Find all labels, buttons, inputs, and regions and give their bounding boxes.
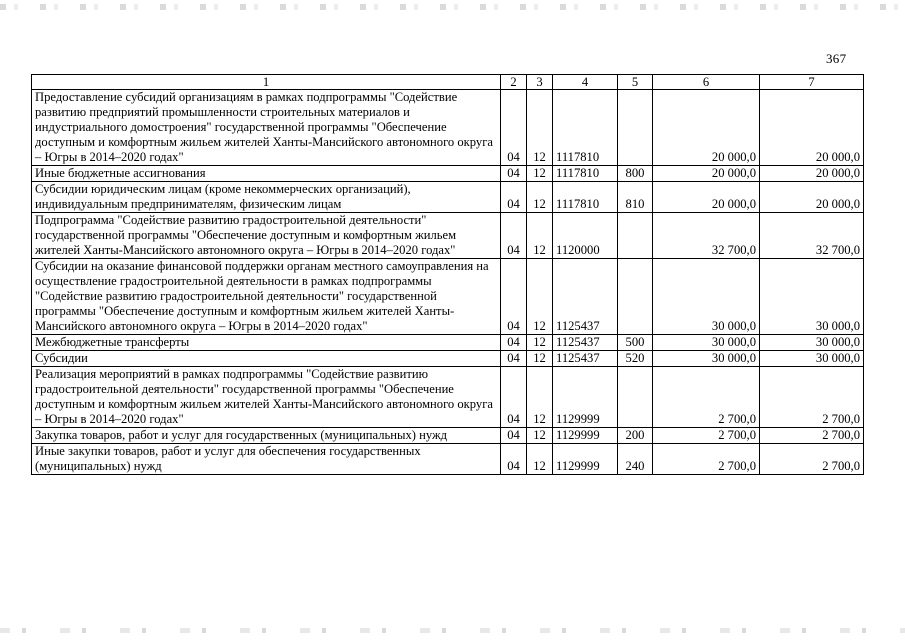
- cell-subsection: 12: [527, 259, 553, 335]
- cell-section: 04: [501, 428, 527, 444]
- row-name: Иные закупки товаров, работ и услуг для обеспечения государственных (муниципальных) нужд: [32, 444, 501, 475]
- table-row: [32, 213, 864, 259]
- table-row: [32, 428, 864, 444]
- cell-target-code: 1117810: [553, 90, 618, 166]
- table-row: [32, 335, 864, 351]
- cell-expense-type: [618, 259, 653, 335]
- cell-amount-1: 20 000,0: [653, 166, 760, 182]
- row-name: Субсидии юридическим лицам (кроме некоммерческих организаций), индивидуальным предпринимателям, физическим лицам: [32, 182, 501, 213]
- cell-target-code: 1120000: [553, 213, 618, 259]
- scan-artifact-top: [0, 4, 905, 10]
- cell-amount-2: 20 000,0: [760, 166, 864, 182]
- cell-target-code: 1125437: [553, 259, 618, 335]
- table-row: [32, 351, 864, 367]
- table-row: [32, 90, 864, 166]
- cell-subsection: 12: [527, 213, 553, 259]
- cell-subsection: 12: [527, 166, 553, 182]
- cell-amount-1: 20 000,0: [653, 90, 760, 166]
- row-name: Иные бюджетные ассигнования: [32, 166, 501, 182]
- cell-section: 04: [501, 90, 527, 166]
- cell-amount-2: 2 700,0: [760, 367, 864, 428]
- cell-section: 04: [501, 335, 527, 351]
- row-name: Субсидии: [32, 351, 501, 367]
- cell-subsection: 12: [527, 428, 553, 444]
- column-header: 2: [501, 75, 527, 90]
- column-header: 4: [553, 75, 618, 90]
- cell-amount-2: 30 000,0: [760, 351, 864, 367]
- cell-target-code: 1125437: [553, 351, 618, 367]
- cell-amount-1: 2 700,0: [653, 428, 760, 444]
- cell-amount-2: 20 000,0: [760, 182, 864, 213]
- cell-target-code: 1129999: [553, 367, 618, 428]
- row-name: Закупка товаров, работ и услуг для государственных (муниципальных) нужд: [32, 428, 501, 444]
- cell-section: 04: [501, 182, 527, 213]
- cell-amount-1: 32 700,0: [653, 213, 760, 259]
- cell-subsection: 12: [527, 444, 553, 475]
- cell-target-code: 1117810: [553, 182, 618, 213]
- cell-amount-2: 32 700,0: [760, 213, 864, 259]
- cell-section: 04: [501, 444, 527, 475]
- column-header: 1: [32, 75, 501, 90]
- cell-expense-type: 800: [618, 166, 653, 182]
- cell-subsection: 12: [527, 367, 553, 428]
- cell-subsection: 12: [527, 351, 553, 367]
- table-row: [32, 259, 864, 335]
- cell-expense-type: [618, 367, 653, 428]
- row-name: Межбюджетные трансферты: [32, 335, 501, 351]
- page-number: 367: [826, 51, 847, 66]
- row-name: Предоставление субсидий организациям в рамках подпрограммы "Содействие развитию предприятий промышленности строительных материалов и индустриального домостроения" государственной программы "Обеспечение доступным и комфортным жильем жителей Ханты-Мансийского автономного округа – Югры в 2014–2020 годах": [32, 90, 501, 166]
- column-number-row: [32, 75, 864, 90]
- cell-amount-2: 30 000,0: [760, 259, 864, 335]
- row-name: Подпрограмма "Содействие развитию градостроительной деятельности" государственной программы "Обеспечение доступным и комфортным жильем жителей Ханты-Мансийского автономного округа – Югры в 2014–2020 годах": [32, 213, 501, 259]
- cell-expense-type: [618, 213, 653, 259]
- cell-subsection: 12: [527, 335, 553, 351]
- cell-target-code: 1129999: [553, 444, 618, 475]
- table-row: [32, 444, 864, 475]
- cell-target-code: 1125437: [553, 335, 618, 351]
- cell-target-code: 1117810: [553, 166, 618, 182]
- column-header: 7: [760, 75, 864, 90]
- scan-artifact-bottom: [0, 628, 905, 633]
- row-name: Субсидии на оказание финансовой поддержки органам местного самоуправления на осуществление градостроительной деятельности в рамках подпрограммы "Содействие развитию градостроительной деятельности" государственной программы "Обеспечение доступным и комфортным жильем жителей Ханты-Мансийского автономного округа – Югры в 2014–2020 годах": [32, 259, 501, 335]
- column-header: 5: [618, 75, 653, 90]
- table-row: [32, 367, 864, 428]
- cell-amount-1: 20 000,0: [653, 182, 760, 213]
- cell-expense-type: 500: [618, 335, 653, 351]
- cell-amount-1: 2 700,0: [653, 367, 760, 428]
- column-header: 6: [653, 75, 760, 90]
- cell-section: 04: [501, 213, 527, 259]
- cell-amount-1: 30 000,0: [653, 351, 760, 367]
- budget-table: [31, 74, 864, 475]
- cell-expense-type: 810: [618, 182, 653, 213]
- table-row: [32, 182, 864, 213]
- cell-subsection: 12: [527, 182, 553, 213]
- cell-expense-type: 240: [618, 444, 653, 475]
- cell-amount-1: 30 000,0: [653, 335, 760, 351]
- cell-amount-1: 30 000,0: [653, 259, 760, 335]
- cell-amount-2: 2 700,0: [760, 444, 864, 475]
- cell-expense-type: 520: [618, 351, 653, 367]
- column-header: 3: [527, 75, 553, 90]
- cell-section: 04: [501, 259, 527, 335]
- cell-target-code: 1129999: [553, 428, 618, 444]
- cell-subsection: 12: [527, 90, 553, 166]
- cell-amount-2: 2 700,0: [760, 428, 864, 444]
- cell-section: 04: [501, 367, 527, 428]
- cell-section: 04: [501, 351, 527, 367]
- cell-expense-type: [618, 90, 653, 166]
- cell-expense-type: 200: [618, 428, 653, 444]
- row-name: Реализация мероприятий в рамках подпрограммы "Содействие развитию градостроительной деятельности" государственной программы "Обеспечение доступным и комфортным жильем жителей Ханты-Мансийского автономного округа – Югры в 2014–2020 годах": [32, 367, 501, 428]
- cell-section: 04: [501, 166, 527, 182]
- cell-amount-2: 20 000,0: [760, 90, 864, 166]
- cell-amount-2: 30 000,0: [760, 335, 864, 351]
- table-row: [32, 166, 864, 182]
- cell-amount-1: 2 700,0: [653, 444, 760, 475]
